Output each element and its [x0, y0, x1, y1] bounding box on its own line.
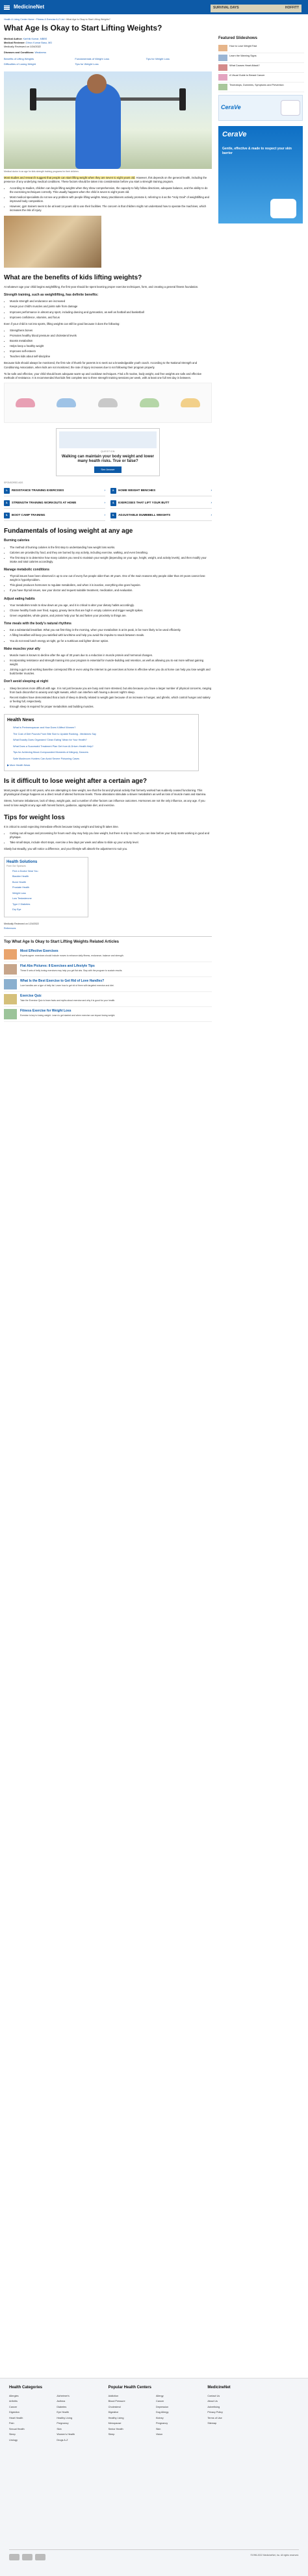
tips-outro: Slowly but steadily, you will notice a difference, and your lifestyle will absorb the adjustment to suit you.: [4, 847, 128, 851]
hamburger-menu-icon[interactable]: [4, 5, 10, 10]
list-item: • Improves self-esteem: [10, 350, 212, 353]
shoe-ad-banner[interactable]: [4, 383, 212, 423]
footer-link[interactable]: Drugs A-Z: [57, 2438, 68, 2442]
slideshow-item[interactable]: [218, 44, 304, 53]
sleep-list: [4, 687, 212, 709]
news-item[interactable]: The Cost of Diet Pounds From Bite Size to Update Ranking - Medicines Say: [13, 732, 96, 735]
trust-badge-icon: [22, 2554, 32, 2560]
sponsored-title: ADJUSTABLE DUMBBELL WEIGHTS: [118, 513, 171, 516]
intro-list: [4, 186, 212, 213]
trust-badge-icon: [9, 2554, 19, 2560]
list-item: • Promotes healthy blood pressure and cholesterol levels: [10, 334, 212, 338]
top-banner-ad[interactable]: [211, 5, 302, 12]
related-item-title: Fitness Exercise for Weight Loss: [20, 1009, 71, 1014]
footer-link[interactable]: Healthy Living: [57, 2416, 73, 2419]
breadcrumb-home[interactable]: Health & Living Center Home: [4, 18, 34, 21]
diseases-label: Diseases and Conditions:: [4, 51, 34, 55]
shoe-image: [57, 398, 76, 407]
footer-link[interactable]: Allergies: [9, 2394, 19, 2397]
list-item: • However, gym trainers seem to be at least 14 years old to use their facilities. The concern is that children might not understand how to operate the machines, which increases the risk of injury.: [10, 205, 212, 212]
footer-link[interactable]: About Us: [207, 2400, 218, 2403]
related-title: Top What Age Is Okay to Start Lifting Weights Related Articles: [4, 939, 120, 944]
footer-link[interactable]: Healthy Living: [108, 2416, 124, 2419]
other-benefits-list: [4, 329, 212, 359]
reviewed-label: Medically Reviewed on: [4, 45, 29, 49]
related-item-desc: Love handles are a type of belly fat. Learn how to get rid of them with targeted exercise and diet.: [20, 984, 114, 987]
footer-link[interactable]: Addiction: [108, 2394, 119, 2397]
medical-reviewer-link[interactable]: Dhruv Kumar Basu, MD: [25, 42, 53, 45]
sleep-heading: Don't avoid sleeping at night: [4, 680, 49, 684]
toc-item[interactable]: Benefits of Lifting Weights: [4, 57, 34, 61]
related-thumbnail: [4, 979, 17, 989]
footer-popular-centers: [109, 2385, 200, 2442]
footer-link[interactable]: Heart Health: [9, 2416, 23, 2419]
sponsored-number: 2.: [110, 488, 116, 494]
intro-highlight: Most studies and research suggest that people can start lifting weight when they are seven to eight years old.: [4, 175, 136, 179]
list-item: • According to studies, children can begin lifting weights when they show comprehension, the capacity to fully follow directions, adequate balance, and the ability to do the exercising techniques correctly. This usually happens when the child is seven to eight years old.: [10, 186, 212, 194]
footer-link[interactable]: Diabetes: [57, 2405, 67, 2408]
quiz-image: [59, 431, 157, 448]
site-footer: [0, 2378, 308, 2576]
sidebar: [218, 23, 304, 1022]
reviewed-footer: Medically Reviewed on 1/24/2022: [4, 923, 39, 926]
related-item-title: What Is the Best Exercise to Get Rid of Love Handles?: [20, 979, 105, 984]
slideshow-item[interactable]: [218, 63, 304, 73]
list-item: • Improves performance in almost any sport, including dancing and gymnastics, as well as football and basketball: [10, 311, 212, 314]
related-item-title: Most Effective Exercises: [20, 949, 58, 954]
toc-item[interactable]: Tips for Weight Loss: [146, 57, 170, 61]
related-item[interactable]: [4, 947, 212, 962]
footer-link[interactable]: Urology: [9, 2438, 18, 2442]
footer-link[interactable]: Allergy: [155, 2394, 164, 2397]
breadcrumb: Health & Living Center Home › Fitness & Exercise A-Z List › What Age Is Okay to Start Lifting Weights?: [4, 18, 110, 21]
list-item: • Teaches kids about self-discipline: [10, 355, 212, 359]
intro-paragraph: [4, 176, 212, 184]
tips-heading: Tips for weight loss: [4, 813, 65, 821]
solution-link[interactable]: Low Testosterone: [12, 897, 32, 900]
footer-company: [207, 2385, 299, 2442]
footer-link[interactable]: Skin: [57, 2427, 62, 2430]
table-of-contents: [4, 57, 212, 66]
news-item[interactable]: Safe Mushroom Hunters Can Avoid Severe Poisoning Cases: [13, 757, 80, 760]
list-item: • Sleep becomes more difficult with age. It is not just because you are busy and more stressed, but also because you have a larger number of physical concerns, ranging from back discomfort to anxiety and night sweats, which can interfere with having a decent night's sleep.: [10, 687, 212, 695]
slideshow-item[interactable]: [218, 73, 304, 83]
cerave-logo: CeraVe: [221, 104, 241, 111]
health-solutions-box: [4, 857, 88, 918]
chevron-right-icon: ›: [211, 489, 212, 492]
news-item[interactable]: What Is Perimenopause and How Does It Affect Women?: [13, 726, 76, 730]
related-item[interactable]: [4, 1007, 212, 1022]
footer-health-categories: [9, 2385, 101, 2442]
medical-reviewer-label: Medical Reviewer:: [4, 42, 25, 45]
toc-item[interactable]: Difficulties of Losing Weight: [4, 62, 36, 66]
sponsored-item[interactable]: [4, 486, 105, 496]
trust-badge-icon: [35, 2554, 45, 2560]
related-item-desc: Experts agree: exercises should include moves to enhance daily fitness, endurance, balance and strength.: [20, 954, 124, 957]
arrow-right-icon: ▶: [7, 764, 9, 767]
footer-link[interactable]: Vision: [155, 2433, 163, 2436]
benefits-paragraph: Because kids should always be monitored, the first rule of thumb for parents is to seek out a knowledgeable youth coach. According to the National Strength and Conditioning Association, when kids are not monitored, the rate of injury increases due to not following their program properly.: [4, 361, 198, 369]
footer-col-title: MedicineNet: [207, 2386, 231, 2390]
strength-after: Even if your child is not into sports, lifting weights can still be good because it does the following:: [4, 322, 120, 325]
tips-intro: It is critical to avoid expecting immediate effects because losing weight and losing fit takes time.: [4, 825, 119, 829]
sponsored-number: 3.: [4, 500, 10, 506]
footer-link[interactable]: Contact Us: [207, 2394, 220, 2397]
burning-list: [4, 546, 212, 564]
health-news-box: [4, 714, 199, 771]
footer-link[interactable]: Arthritis: [9, 2400, 18, 2403]
benefits-intro: At whatever age your child begins weightlifting, the first year should be spent learning proper exercise techniques, form, and creating a general fitness foundation.: [4, 285, 199, 289]
article-meta: [4, 37, 212, 55]
solution-link[interactable]: Dry Eye: [12, 908, 21, 912]
footer-link[interactable]: Terms of Use: [207, 2416, 222, 2419]
sponsored-item[interactable]: [4, 511, 105, 521]
references-link[interactable]: References: [4, 927, 16, 930]
related-thumbnail: [4, 949, 17, 960]
slideshow-item[interactable]: [218, 53, 304, 63]
related-thumbnail: [4, 994, 17, 1004]
breadcrumb-az[interactable]: Fitness & Exercise A-Z List: [36, 18, 64, 21]
metabolic-list: [4, 574, 212, 593]
shoe-image: [181, 398, 200, 407]
list-item: • Strengthens bones: [10, 329, 212, 333]
slideshow-thumbnail: [218, 84, 227, 90]
medical-author-label: Medical Author:: [4, 38, 23, 40]
related-articles: [4, 936, 212, 1023]
health-solutions-title: Health Solutions: [6, 860, 38, 864]
solution-link[interactable]: Bladder Health: [12, 875, 29, 878]
active-heading: Make muscles your ally: [4, 646, 40, 651]
chevron-right-icon: ›: [104, 489, 105, 492]
news-item[interactable]: Tips for Achieving Mood-Compounded Moments of Allegory, Dancers: [13, 751, 88, 754]
list-item: • The first step is to determine how many calories you need to maintain your weight (depending on your age, height, weight, and activity levels), and then modify your intake and total calories accordingly.: [10, 556, 212, 564]
burning-heading: Burning calories: [4, 539, 30, 543]
chevron-right-icon: ›: [211, 513, 212, 516]
hero-caption: Medical doctor in an age for kids strength training programs for their children.: [4, 170, 79, 173]
sponsored-number: 1.: [4, 488, 10, 494]
slideshow-item[interactable]: [218, 83, 304, 92]
list-item: • Thyroid issues have been observed in up to one out of every five people older than 40 years. One of the main reasons why people older than 40 years cannot lose weight is hypothyroidism.: [10, 574, 212, 582]
solution-link[interactable]: Prostate Health: [12, 886, 30, 889]
footer-link[interactable]: Asthma: [57, 2400, 66, 2403]
list-item: • Joining a gym and working baseline correspond lifts or even using the Internet to get exercises at home is effective when you do at home can help you lose weight and build better muscles.: [10, 668, 212, 676]
weight-plate-right: [179, 88, 186, 110]
metabolic-heading: Manage metabolic conditions: [4, 567, 50, 572]
copyright: ©1996-2022 MedicineNet, Inc. All rights reserved.: [250, 2554, 299, 2557]
list-item: • Improves confidence, vitamins, and focus: [10, 316, 212, 320]
related-item[interactable]: [4, 977, 212, 992]
more-news-link[interactable]: [7, 764, 196, 768]
footer-link[interactable]: Sleep: [108, 2433, 115, 2436]
kids-playing-photo: [4, 216, 101, 268]
person-figure: [75, 83, 121, 169]
sponsored-title: EXERCISES THAT LIFT YOUR BUTT: [118, 501, 170, 504]
list-item: • Incorporating resistance and strength training into your program is essential for muscle-building and retention, as well as allowing you to eat more without gaining weight.: [10, 659, 212, 667]
footer-link[interactable]: Sexual Health: [9, 2427, 25, 2430]
cerave-small-ad[interactable]: [218, 95, 303, 121]
related-item-desc: Take the Exercise Quiz to learn facts and myths about exercise and why it is good for your health.: [20, 999, 116, 1002]
footer-link[interactable]: Pregnancy: [155, 2422, 168, 2425]
list-item: • Keeps your child's muscles and joints safe from damage: [10, 305, 212, 309]
related-item-desc: Exercise is key to losing weight. Learn to get started and when exercise can impact losing weight.: [20, 1014, 116, 1017]
slideshow-thumbnail: [218, 64, 227, 71]
site-logo[interactable]: MedicineNet: [14, 4, 45, 10]
quiz-question: Walking can maintain your body weight and lower many health risks. True or false?: [61, 454, 155, 463]
health-solutions-from: From Our Sponsors: [6, 865, 26, 868]
quiz-card: [56, 428, 160, 476]
slideshow-title: Triceratops, Dummies, Symptoms and Prevention: [229, 83, 284, 86]
product-jar: [281, 100, 300, 116]
list-item: • Green vegetables, whole grains, and protein help your fat and fasten your proximity to things are.: [10, 614, 212, 618]
sponsored-number: 4.: [110, 500, 116, 506]
footer-link[interactable]: Pain: [9, 2422, 14, 2425]
footer-link[interactable]: Pregnancy: [57, 2422, 69, 2425]
list-item: • Helps keep a healthy weight: [10, 344, 212, 348]
sponsored-item[interactable]: [4, 498, 105, 509]
list-item: • Boosts metabolism: [10, 339, 212, 343]
related-item-title: Flat Abs Pictures: 8 Exercises and Lifestyle Tips: [20, 964, 95, 969]
solution-link[interactable]: Weight Loss: [12, 891, 26, 895]
footer-link[interactable]: Advertising: [207, 2405, 220, 2408]
list-item: • Recent studies have demonstrated that a lack of sleep is directly related to weight gain because of an increase in hunger, and ghrelin, which control hunger and satiety or feeling full, respectively.: [10, 696, 212, 704]
footer-col-title: Health Categories: [9, 2386, 43, 2390]
footer-link[interactable]: Privacy Policy: [207, 2411, 223, 2414]
article-main: [4, 23, 212, 1022]
slideshow-title: Learn the Warning Signs: [229, 54, 257, 57]
reviewed-date: 1/24/2022: [29, 45, 41, 49]
toc-item[interactable]: Tips for Weight Loss: [75, 62, 99, 66]
sponsored-item[interactable]: [110, 486, 212, 496]
sponsored-title: BOOT CAMP TRAINING: [12, 513, 45, 516]
shoe-image: [98, 398, 118, 407]
list-item: • Enough sleep is required for proper metabolism and building muscles.: [10, 705, 212, 709]
list-item: • Choose healthy foods over fried, sugary, greasy items that are high in empty calories and trigger weight spikes.: [10, 609, 212, 613]
footer-link[interactable]: Alzheimer's: [57, 2394, 70, 2397]
footer-link[interactable]: Kidney: [155, 2416, 164, 2419]
footer-link[interactable]: Digestion: [9, 2411, 19, 2414]
top-ad-right-text: HOFFITT: [285, 6, 299, 10]
list-item: • Eat a substantial breakfast. What you eat first thing in the morning, when your metabolism is at its peak, is far more likely to be used efficiently.: [10, 628, 212, 632]
eating-heading: Adjust eating habits: [4, 596, 35, 601]
trust-badges: [9, 2554, 45, 2560]
page-title: What Age Is Okay to Start Lifting Weights?: [4, 23, 162, 33]
sponsored-item[interactable]: [110, 498, 212, 509]
slideshow-thumbnail: [218, 55, 227, 61]
slideshow-title: What Causes Heart Attack?: [229, 64, 260, 67]
slideshow-thumbnail: [218, 45, 227, 51]
list-item: • A filling breakfast will keep you satisfied with lunchtime and help you avoid the impulse to snack between meals.: [10, 633, 212, 637]
footer-link[interactable]: Cancer: [9, 2405, 18, 2408]
related-item-desc: These 8 sets of belly toning exercises may help you get flat abs. Stay with the program to sustain results.: [20, 969, 123, 972]
sponsored-number: 5.: [4, 513, 10, 518]
footer-link[interactable]: Menopause: [108, 2422, 122, 2425]
list-item: • Cutting out all sugar and processing for hours each day may help you lose weight, but there is only so much you can lose before your body starts working in good and physique.: [10, 832, 212, 839]
difficult-paragraph: Most people aged 40 to 60 years, who are attempting to lose weight, see that the fat and physical activity that formerly worked has suddenly ceased functioning. This physiological change happens as a direct result of altered hormone levels. These alterations stimulate a slower metabolism as well as loss of muscle mass and stamina.: [4, 789, 207, 797]
intro-rest: However, this depends on the general health, including the presence of any underlying medical conditions. These factors should be taken into consideration before you start a strength training program.: [4, 175, 207, 183]
footer-link[interactable]: Digestive: [108, 2411, 119, 2414]
diseases-link[interactable]: Weakness: [34, 51, 47, 55]
sponsored-title: HOME WEIGHT BENCHES: [118, 489, 156, 492]
health-news-title: Health News: [7, 718, 34, 723]
cerave-large-ad[interactable]: [218, 126, 303, 223]
active-list: [4, 654, 212, 676]
benefits-paragraph: To be safe and effective, your child should learn adequate warm-up and cooldown techniques. Find a fit routine, body weight, and free weights are safe and effective methods of resistance. It is recommended that kids first complete two to three strength training sessions per week, with at least one full rest day in between.: [4, 372, 202, 379]
related-item-title: Exercise Quiz: [20, 994, 42, 999]
shoe-image: [16, 398, 35, 407]
related-thumbnail: [4, 964, 17, 975]
footer-link[interactable]: Depression: [155, 2405, 169, 2408]
strength-list: [4, 300, 212, 319]
chevron-right-icon: ›: [211, 501, 212, 504]
top-ad-left-text: SURVIVAL DAYS: [213, 6, 239, 10]
product-jar: [270, 199, 296, 218]
featured-slideshows-title: Featured Slideshows: [218, 36, 258, 41]
footer-link[interactable]: Sitemap: [207, 2422, 217, 2425]
meals-heading: Time meals with the body's natural rhythms: [4, 622, 71, 626]
chevron-right-icon: ›: [104, 513, 105, 516]
list-item: • Muscle strength and endurance are increased: [10, 300, 212, 303]
list-item: • This gland produces hormones to regulate metabolism, and when it is inactive, everything else goes haywire.: [10, 583, 212, 587]
footer-link[interactable]: Cancer: [155, 2400, 164, 2403]
list-item: • If you have thyroid issues, see your doctor and request suitable treatment, medication, and evaluation.: [10, 589, 212, 593]
strength-heading: Strength training, such as weightlifting, has definite benefits:: [4, 293, 99, 298]
slideshow-title: How to Lose Weight Fast: [229, 44, 257, 47]
list-item: • Muscle mass is known to decline after the age of 30 years due to a reduction in muscle protein and hormonal changes.: [10, 654, 212, 657]
benefits-heading: What are the benefits of kids lifting weights?: [4, 274, 142, 281]
footer-link[interactable]: Cholesterol: [108, 2405, 121, 2408]
sponsored-label: SPONSORED ADS: [4, 481, 23, 484]
slideshow-thumbnail: [218, 74, 227, 81]
footer-link[interactable]: Blood Pressure: [108, 2400, 125, 2403]
list-item: • Calories are provided by food, and they are burned by any activity, including exercise, walking, and even breathing.: [10, 551, 212, 555]
solution-link[interactable]: Find a Doctor Near You: [12, 869, 38, 873]
sponsored-item[interactable]: [110, 511, 212, 521]
difficult-heading: Is it difficult to lose weight after a certain age?: [4, 777, 148, 785]
related-item[interactable]: [4, 992, 212, 1007]
quiz-label: QUESTION: [101, 450, 115, 453]
tips-list: [4, 832, 212, 845]
related-item[interactable]: [4, 962, 212, 977]
list-item: • Your metabolism tends to slow down as you age, and it is critical to alter your dietary habits accordingly.: [10, 604, 212, 607]
medical-author-link[interactable]: Karthik Kumar, MBBS: [23, 38, 47, 40]
meals-list: [4, 628, 212, 643]
chevron-right-icon: ›: [104, 501, 105, 504]
more-news-label: More Health News: [9, 764, 31, 767]
news-item[interactable]: What Exactly Does Organized 'Clean Eating' Mean for Your Health?: [13, 739, 87, 742]
cerave-ad-text: Gentle, effective & made to respect your skin barrier: [222, 146, 292, 156]
difficult-paragraph: Stress, hormone imbalances, lack of sleep, weight gain, and a number of other factors can influence outcomes. Hormones are not the only influence, as any age. If you need to lose weight at any age with honest factors, guidance, appropriate diet, and exercise.: [4, 799, 205, 807]
footer-link[interactable]: Sleep: [9, 2433, 16, 2436]
list-item: • Most medical specialists do not see any problem with people lifting weights. Many practitioners actively promote it, referring to it as the "Holy Grail" of weightlifting and improved body composition.: [10, 196, 212, 203]
sponsored-title: RESISTANCE TRAINING EXERCISES: [12, 489, 64, 492]
footer-link[interactable]: Eye Health: [57, 2411, 69, 2414]
toc-item[interactable]: Fundamentals of Weight Loss: [75, 57, 110, 61]
footer-link[interactable]: Women's Health: [57, 2433, 75, 2436]
fundamentals-heading: Fundamentals of losing weight at any age: [4, 527, 133, 535]
eating-list: [4, 604, 212, 618]
related-thumbnail: [4, 1009, 17, 1019]
hero-image: [4, 71, 212, 169]
footer-link[interactable]: Skin: [155, 2427, 161, 2430]
footer-col-title: Popular Health Centers: [108, 2386, 152, 2390]
footer-bottom: [9, 2549, 299, 2560]
sponsored-number: 6.: [110, 513, 116, 518]
cerave-logo: CeraVe: [222, 130, 247, 138]
solution-link[interactable]: Type 2 Diabetes: [12, 902, 31, 906]
breadcrumb-current: What Age Is Okay to Start Lifting Weights?: [66, 18, 110, 21]
shoe-image: [140, 398, 159, 407]
list-item: • The method of burning calories is the first step to understanding how weight loss works.: [10, 546, 212, 550]
slideshow-title: A Visual Guide to Breast Cancer: [229, 73, 265, 77]
sponsored-title: STRENGTH TRAINING WORKOUTS AT HOME: [12, 501, 77, 504]
solution-link[interactable]: Bone Health: [12, 880, 26, 884]
footer-link[interactable]: Senior Health: [108, 2427, 123, 2430]
person-head: [87, 74, 107, 94]
sponsored-grid: [4, 486, 212, 521]
footer-link[interactable]: Dog Allergy: [155, 2411, 169, 2414]
weight-plate-left: [30, 88, 36, 110]
news-item[interactable]: What Does a Successful Treatment Plan Get from AI-Driven Health Help?: [13, 745, 94, 748]
list-item: • Take small steps, include short steps, exercise a few days per week and allow to slide up your activity level.: [10, 841, 212, 845]
list-item: • You do not need lunch energy at night, go for a nutritious and lighter dinner option.: [10, 639, 212, 643]
see-answer-button[interactable]: See Answer: [94, 466, 121, 473]
